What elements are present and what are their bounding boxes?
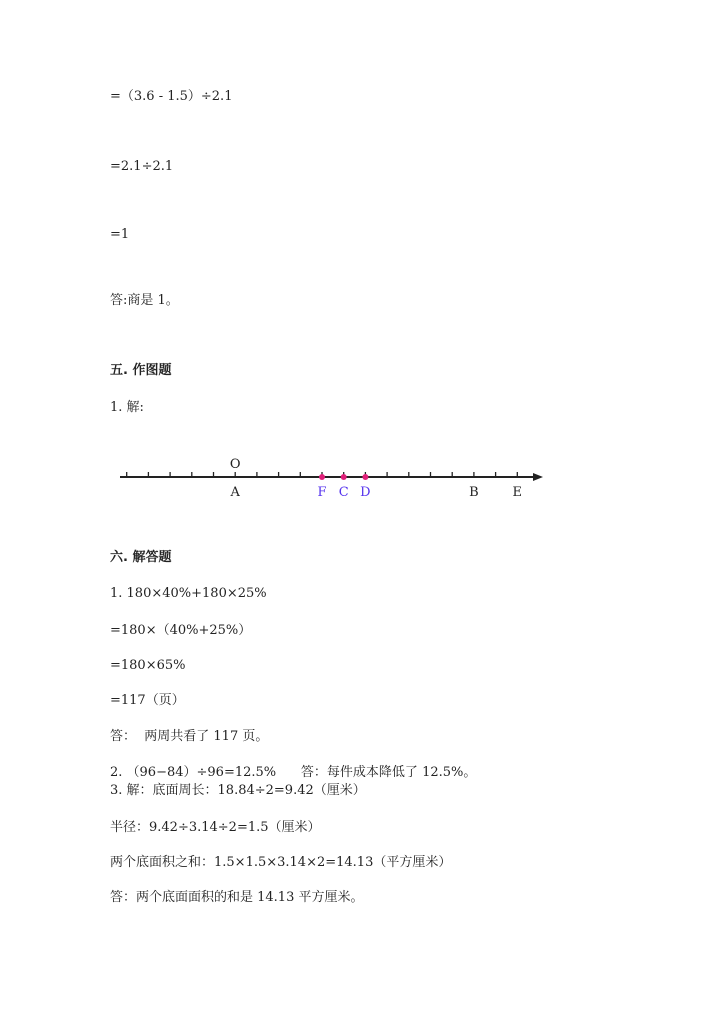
item-label: 1. 解: (110, 400, 144, 415)
point-label: B (469, 485, 479, 500)
solution-line: 半径：9.42÷3.14÷2=1.5（厘米） (110, 820, 321, 835)
point-dot (319, 474, 325, 480)
step-line: =2.1÷2.1 (110, 159, 174, 174)
solution-line: 2. （96−84）÷96=12.5% 答：每件成本降低了 12.5%。 (110, 765, 477, 780)
point-dot (341, 474, 347, 480)
point-dot (362, 474, 368, 480)
point-label: C (338, 485, 349, 500)
solution-line: 1. 180×40%+180×25% (110, 586, 267, 601)
section-heading: 五. 作图题 (110, 363, 172, 378)
step-line: =1 (110, 227, 130, 242)
solution-line: 答：两个底面面积的和是 14.13 平方厘米。 (110, 890, 364, 905)
solution-line: =117（页） (110, 693, 185, 708)
number-line (0, 440, 720, 510)
origin-label: O (229, 457, 241, 472)
answer-line: 答:商是 1。 (110, 293, 179, 308)
solution-line: =180×65% (110, 658, 186, 673)
point-label: D (360, 485, 371, 500)
point-label: E (512, 485, 523, 500)
solution-line: 两个底面积之和：1.5×1.5×3.14×2=14.13（平方厘米） (110, 855, 452, 870)
step-line: =（3.6 - 1.5）÷2.1 (110, 89, 233, 104)
solution-line: 3. 解：底面周长：18.84÷2=9.42（厘米） (110, 783, 366, 798)
section-heading: 六. 解答题 (110, 550, 172, 565)
point-label: A (230, 485, 240, 500)
arrow-icon (533, 473, 543, 481)
point-label: F (317, 485, 327, 500)
solution-line: 答： 两周共看了 117 页。 (110, 729, 269, 744)
solution-line: =180×（40%+25%） (110, 623, 252, 638)
